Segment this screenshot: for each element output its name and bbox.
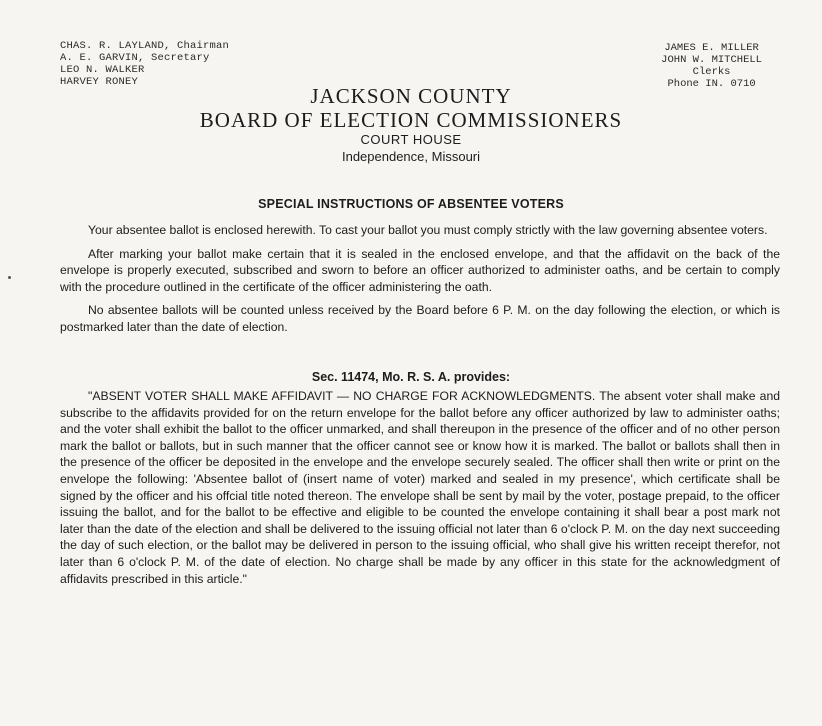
instruction-paragraph: After marking your ballot make certain that it is sealed in the enclosed envelope, and that the affidavit on the back of the envelope is properly executed, subscribed and sworn to before an officer authorized to administer oaths, and be certain to comply with the procedure outlined in the certificate of the officer administering the oath. xyxy=(60,246,780,294)
board-member: LEO N. WALKER xyxy=(60,64,145,76)
instruction-paragraph: No absentee ballots will be counted unless received by the Board before 6 P. M. on the day following the election, or which is postmarked later than the date of election. xyxy=(60,303,780,334)
clerk-name: JAMES E. MILLER xyxy=(664,42,759,54)
county-name: JACKSON COUNTY xyxy=(310,84,512,108)
clerks-label: Clerks xyxy=(692,66,731,78)
letterhead xyxy=(0,84,822,166)
instructions-body xyxy=(60,222,780,342)
city-name: Independence, Missouri xyxy=(341,149,481,164)
phone-number: Phone IN. 0710 xyxy=(667,78,756,90)
clerk-name: JOHN W. MITCHELL xyxy=(661,54,762,66)
statute-quote xyxy=(60,388,780,587)
board-member: CHAS. R. LAYLAND, Chairman xyxy=(60,40,230,52)
paper-mark xyxy=(8,276,11,279)
building-name: COURT HOUSE xyxy=(360,132,462,147)
board-member: A. E. GARVIN, Secretary xyxy=(60,52,210,64)
statute-section-title: Sec. 11474, Mo. R. S. A. provides: xyxy=(311,370,511,384)
document-title: SPECIAL INSTRUCTIONS OF ABSENTEE VOTERS xyxy=(258,197,564,211)
statute-text: "ABSENT VOTER SHALL MAKE AFFIDAVIT — NO CHARGE FOR ACKNOWLEDGMENTS. The absent voter shall make and subscribe to the affidavits provided for on the return envelope for the ballot before any officer authorized by law to administer oaths; and the voter shall exhibit the ballot to the officer unmarked, and shall thereupon in the presence of the officer and of no other person mark the ballot or ballots, but in such manner that the officer cannot see or know how it is marked. The ballot or ballots shall then in the presence of the officer be deposited in the envelope and the envelope securely sealed. The officer shall then write or print on the envelope the following: 'Absentee ballot of (insert name of voter) marked and sealed in my presence', which certificate shall be signed by the officer and his offcial title noted thereon. The envelope shall be sent by mail by the voter, postage prepaid, to the officer issuing the ballot, and for the ballot to be effective and eligible to be counted the envelope containing it shall bear a post mark not later than the date of the election and shall be delivered to the issuing official not later than 6 o'clock P. M. on the day next succeeding the day of such election, or the ballot may be delivered in person to the issuing official, who shall give his written receipt therefor, not later than 6 o'clock P. M. of the date of election. No charge shall be made by any officer in this state for the acknowledgment of affidavits prescribed in this article." xyxy=(60,389,780,586)
instruction-paragraph: Your absentee ballot is enclosed herewith. To cast your ballot you must comply strictly with the law governing absentee voters. xyxy=(88,223,768,237)
board-member: HARVEY RONEY xyxy=(60,76,139,88)
board-members-list xyxy=(60,40,229,88)
board-name: BOARD OF ELECTION COMMISSIONERS xyxy=(199,108,623,132)
clerks-list xyxy=(661,42,762,90)
